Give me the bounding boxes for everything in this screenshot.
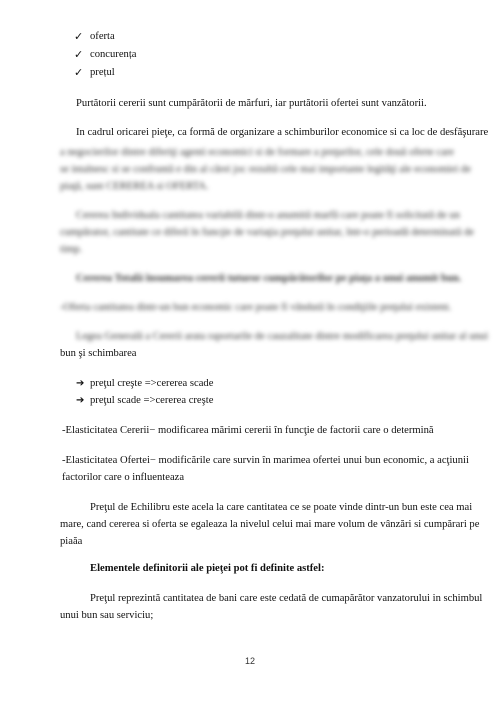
heading-elemente-definitorii: Elementele definitorii ale pieţei pot fi definite astfel: — [90, 563, 325, 574]
paragraph-pret-echilibru: Preţul de Echilibru este acela la care cantitatea ce se poate vinde dintr-un bun este cea mai — [90, 502, 473, 513]
arrow-right-icon: ➔ — [76, 378, 85, 389]
checklist-item-oferta: oferta — [90, 31, 115, 42]
check-icon: ✓ — [74, 66, 84, 79]
paragraph-elasticitate-ofertei-cont: factorilor care o influenteaza — [62, 472, 185, 483]
paragraph-elasticitate-ofertei: -Elasticitatea Ofertei− modificările care survin în marimea ofertei unui bun economic, a acţiunii — [62, 455, 469, 466]
check-icon: ✓ — [74, 30, 84, 43]
blurred-line: Legea Generală a Cererii arata raportarile de cauzalitate dintre modificarea preţului unitar al unui — [76, 331, 489, 342]
paragraph-pret-echilibru-cont: mare, cand cererea si oferta se egaleaza la nivelul celui mai mare volum de vânzări si cumpărari pe — [60, 519, 480, 530]
blurred-line: Cererea Totală însumarea cererii tuturor cumpărătorilor pe piaţa a unui anumit bun. — [76, 273, 462, 284]
arrow-right-icon: ➔ — [76, 395, 85, 406]
blurred-line: timp. — [60, 244, 83, 255]
paragraph-purtatori: Purtătorii cererii sunt cumpărătorii de mărfuri, iar purtătorii ofertei sunt vanzătorii. — [76, 98, 427, 109]
paragraph-pret-definitie: Preţul reprezintă cantitatea de bani care este cedată de cumapărător vanzatorului in schimbul — [90, 593, 483, 604]
blurred-line: -Oferta cantitatea dintr-un bun economic care poate fi vândută în condiţiile preţului existent. — [60, 302, 452, 313]
paragraph-pret-echilibru-end: piaăa — [60, 536, 83, 547]
blurred-line: piaţă, sunt CEREREA si OFERTA. — [60, 181, 209, 192]
page-number: 12 — [245, 656, 256, 666]
blurred-line: se intalnesc si se confruntă e din al cărei joc rezultă cele mai importante legităţi ale economiei de — [60, 164, 471, 175]
blurred-line: a negocierilor dintre diferiţi agenti economici si de formare a preţurilor, cele două oferte care — [60, 147, 455, 158]
blurred-line: Cererea Individuala cantitatea variabilă dintr-o anumită marfă care poate fi solicitată de un — [76, 210, 460, 221]
paragraph-bun-schimbarea: bun şi schimbarea — [60, 348, 137, 359]
blurred-line: cumpărator, cantitate ce diferă în funcţie de variaţia preţului unitar, într-o perioadă determinată de — [60, 227, 474, 238]
paragraph-elasticitate-cererii: -Elasticitatea Cererii− modificarea mărimi cererii în funcţie de factorii care o determină — [62, 425, 434, 436]
paragraph-oricare-piete: In cadrul oricarei pieţe, ca formă de organizare a schimburilor economice si ca loc de desfăşurare — [76, 127, 489, 138]
check-icon: ✓ — [74, 48, 84, 61]
arrow-item-pret-scade: preţul scade =>cererea creşte — [90, 395, 214, 406]
paragraph-pret-definitie-cont: unui bun sau serviciu; — [60, 610, 154, 621]
checklist-item-concurenta: concurența — [90, 49, 137, 60]
checklist-item-pretul: prețul — [90, 67, 115, 78]
arrow-item-pret-creste: preţul creşte =>cererea scade — [90, 378, 214, 389]
